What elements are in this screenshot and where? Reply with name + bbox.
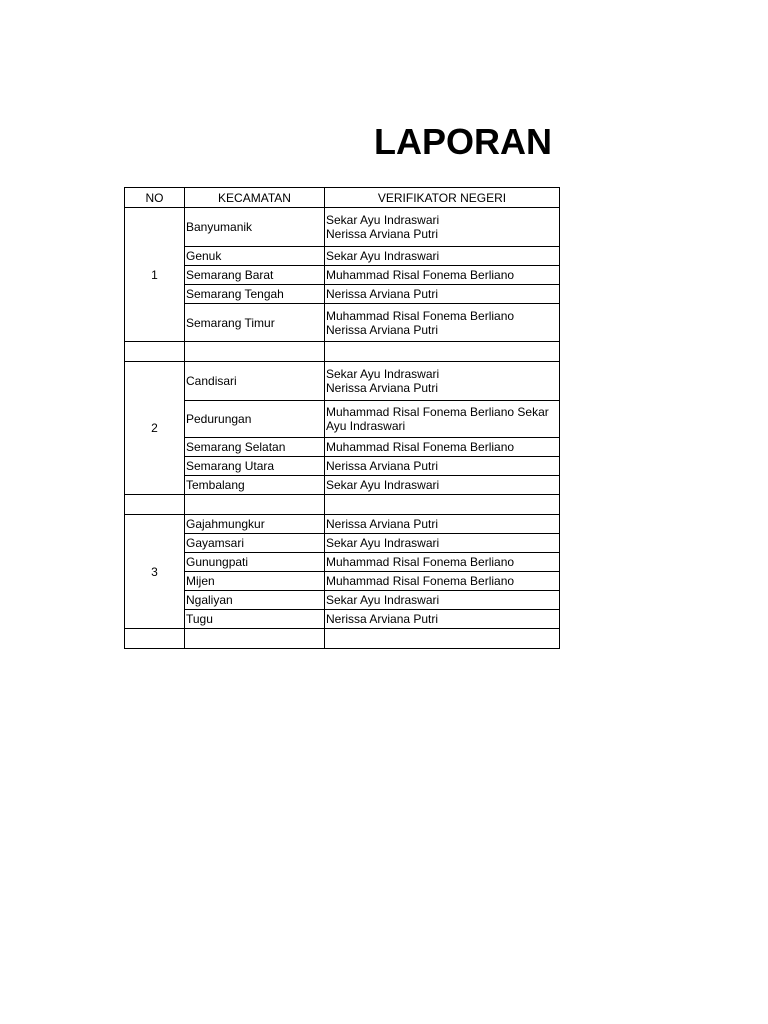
table-row xyxy=(125,457,560,476)
verifikator-cell xyxy=(325,534,560,553)
empty-cell xyxy=(185,629,325,649)
kecamatan-cell: Gunungpati xyxy=(185,553,325,572)
empty-cell xyxy=(325,495,560,515)
verifikator-name: Muhammad Risal Fonema Berliano xyxy=(326,555,515,569)
kecamatan-cell: Pedurungan xyxy=(185,401,325,438)
kecamatan-cell: Semarang Tengah xyxy=(185,285,325,304)
verifikator-cell xyxy=(325,247,560,266)
table-row xyxy=(125,572,560,591)
kecamatan-cell: Ngaliyan xyxy=(185,591,325,610)
header-no: NO xyxy=(125,188,185,208)
report-table xyxy=(124,187,560,649)
verifikator-name: Nerissa Arviana Putri xyxy=(326,227,439,241)
verifikator-name: Sekar Ayu Indraswari xyxy=(326,536,440,550)
kecamatan-cell: Semarang Timur xyxy=(185,304,325,342)
verifikator-name: Sekar Ayu Indraswari xyxy=(326,478,440,492)
verifikator-cell xyxy=(325,438,560,457)
table-row xyxy=(125,208,560,247)
kecamatan-cell: Candisari xyxy=(185,362,325,401)
verifikator-cell xyxy=(325,610,560,629)
group-number: 1 xyxy=(125,208,185,342)
group-number: 2 xyxy=(125,362,185,495)
verifikator-name: Nerissa Arviana Putri xyxy=(326,517,439,531)
header-verifikator: VERIFIKATOR NEGERI xyxy=(325,188,560,208)
empty-cell xyxy=(125,342,185,362)
verifikator-name: Ayu Indraswari xyxy=(326,419,406,433)
verifikator-cell xyxy=(325,362,560,401)
table-header-row xyxy=(125,188,560,208)
verifikator-cell xyxy=(325,304,560,342)
table-row xyxy=(125,401,560,438)
empty-cell xyxy=(125,629,185,649)
page-title: LAPORAN xyxy=(374,121,552,162)
verifikator-name: Nerissa Arviana Putri xyxy=(326,322,439,337)
table-row xyxy=(125,438,560,457)
verifikator-name: Sekar Ayu Indraswari xyxy=(326,213,440,227)
table-row xyxy=(125,610,560,629)
verifikator-name: Muhammad Risal Fonema Berliano xyxy=(326,574,515,588)
verifikator-name: Nerissa Arviana Putri xyxy=(326,381,439,395)
verifikator-name: Muhammad Risal Fonema Berliano Sekar xyxy=(326,405,549,419)
verifikator-name: Nerissa Arviana Putri xyxy=(326,287,439,301)
kecamatan-cell: Semarang Utara xyxy=(185,457,325,476)
verifikator-cell xyxy=(325,208,560,247)
kecamatan-cell: Tembalang xyxy=(185,476,325,495)
kecamatan-cell: Genuk xyxy=(185,247,325,266)
verifikator-cell xyxy=(325,285,560,304)
verifikator-name: Nerissa Arviana Putri xyxy=(326,612,439,626)
verifikator-name: Sekar Ayu Indraswari xyxy=(326,593,440,607)
verifikator-name: Sekar Ayu Indraswari xyxy=(326,367,440,381)
table-row xyxy=(125,515,560,534)
kecamatan-cell: Gayamsari xyxy=(185,534,325,553)
kecamatan-cell: Mijen xyxy=(185,572,325,591)
verifikator-cell xyxy=(325,515,560,534)
verifikator-name: Muhammad Risal Fonema Berliano xyxy=(326,268,515,282)
kecamatan-cell: Semarang Selatan xyxy=(185,438,325,457)
table-row xyxy=(125,591,560,610)
empty-row xyxy=(125,342,560,362)
verifikator-name: Muhammad Risal Fonema Berliano xyxy=(326,308,515,323)
verifikator-cell xyxy=(325,401,560,438)
verifikator-cell xyxy=(325,457,560,476)
verifikator-cell xyxy=(325,591,560,610)
empty-cell xyxy=(185,495,325,515)
verifikator-cell xyxy=(325,266,560,285)
empty-cell xyxy=(325,342,560,362)
kecamatan-cell: Tugu xyxy=(185,610,325,629)
verifikator-name: Muhammad Risal Fonema Berliano xyxy=(326,440,515,454)
verifikator-cell xyxy=(325,553,560,572)
table-row xyxy=(125,553,560,572)
table-row xyxy=(125,266,560,285)
table-row xyxy=(125,476,560,495)
verifikator-cell xyxy=(325,476,560,495)
empty-row xyxy=(125,629,560,649)
empty-cell xyxy=(325,629,560,649)
verifikator-name: Nerissa Arviana Putri xyxy=(326,459,439,473)
table-row xyxy=(125,285,560,304)
header-kecamatan: KECAMATAN xyxy=(185,188,325,208)
kecamatan-cell: Semarang Barat xyxy=(185,266,325,285)
empty-row xyxy=(125,495,560,515)
kecamatan-cell: Banyumanik xyxy=(185,208,325,247)
empty-cell xyxy=(185,342,325,362)
verifikator-name: Sekar Ayu Indraswari xyxy=(326,249,440,263)
table-row xyxy=(125,362,560,401)
table-row xyxy=(125,247,560,266)
empty-cell xyxy=(125,495,185,515)
kecamatan-cell: Gajahmungkur xyxy=(185,515,325,534)
table-row xyxy=(125,304,560,342)
group-number: 3 xyxy=(125,515,185,629)
verifikator-cell xyxy=(325,572,560,591)
table-row xyxy=(125,534,560,553)
